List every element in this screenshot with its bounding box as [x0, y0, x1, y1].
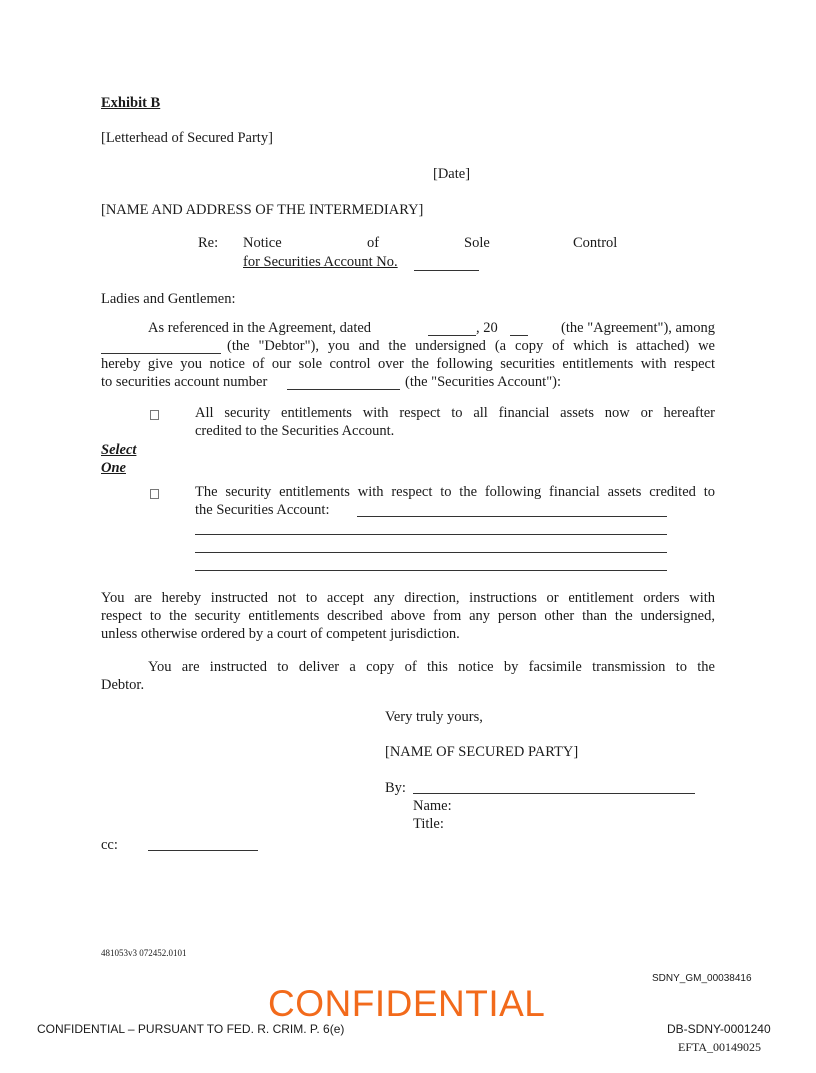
- assets-blank-2: [195, 534, 667, 535]
- select-label: Select: [101, 442, 137, 458]
- date-blank: [428, 335, 476, 336]
- re-account-blank: [414, 270, 479, 271]
- re-label: Re:: [198, 235, 219, 251]
- re-word-sole: Sole: [464, 235, 490, 251]
- one-label: One: [101, 460, 126, 476]
- option1-checkbox[interactable]: [150, 410, 159, 420]
- para3-line2: Debtor.: [101, 677, 145, 693]
- signature-line: [413, 793, 695, 794]
- para2-line2: respect to the security entitlements described above from any person other than the undersigned,: [101, 608, 715, 624]
- letterhead-placeholder: [Letterhead of Secured Party]: [101, 130, 273, 146]
- para1-line1-b: , 20: [476, 320, 498, 336]
- para1-line4-b: (the "Securities Account"):: [405, 374, 561, 390]
- name-label: Name:: [413, 798, 452, 814]
- title-label: Title:: [413, 816, 444, 832]
- assets-blank-4: [195, 570, 667, 571]
- cc-blank: [148, 850, 258, 851]
- para2-line3: unless otherwise ordered by a court of competent jurisdiction.: [101, 626, 460, 642]
- exhibit-title: Exhibit B: [101, 95, 161, 111]
- year-blank: [510, 335, 528, 336]
- option1-line2: credited to the Securities Account.: [195, 423, 395, 439]
- confidential-footer: CONFIDENTIAL – PURSUANT TO FED. R. CRIM. P. 6(e): [37, 1022, 345, 1036]
- confidential-stamp: CONFIDENTIAL: [268, 983, 546, 1024]
- option2-line1: The security entitlements with respect to the following financial assets credited to: [195, 484, 715, 500]
- re-word-control: Control: [573, 235, 618, 251]
- cc-label: cc:: [101, 837, 118, 853]
- re-line-account: for Securities Account No.: [243, 254, 398, 270]
- bates-number-top: SDNY_GM_00038416: [652, 973, 752, 984]
- account-number-blank: [287, 389, 400, 390]
- para3-line1: You are instructed to deliver a copy of this notice by facsimile transmission to the: [148, 659, 715, 675]
- option2-line2: the Securities Account:: [195, 502, 330, 518]
- para2-line1: You are hereby instructed not to accept any direction, instructions or entitlement orders with: [101, 590, 715, 606]
- closing: Very truly yours,: [385, 709, 483, 725]
- para1-line1-c: (the "Agreement"), among: [561, 320, 715, 336]
- assets-blank-1: [357, 516, 667, 517]
- by-label: By:: [385, 780, 406, 796]
- option1-line1: All security entitlements with respect to all financial assets now or hereafter: [195, 405, 715, 421]
- re-word-notice: Notice: [243, 235, 282, 251]
- option2-checkbox[interactable]: [150, 489, 159, 499]
- para1-line4-a: to securities account number: [101, 374, 268, 390]
- bates-number-db: DB-SDNY-0001240: [667, 1022, 771, 1036]
- para1-line3: hereby give you notice of our sole control over the following securities entitlements with respect: [101, 356, 715, 372]
- intermediary-placeholder: [NAME AND ADDRESS OF THE INTERMEDIARY]: [101, 202, 424, 218]
- secured-party-placeholder: [NAME OF SECURED PARTY]: [385, 744, 579, 760]
- debtor-blank: [101, 353, 221, 354]
- efta-number: EFTA_00149025: [678, 1040, 762, 1054]
- re-word-of: of: [367, 235, 380, 251]
- para1-line1-a: As referenced in the Agreement, dated: [148, 320, 372, 336]
- assets-blank-3: [195, 552, 667, 553]
- para1-line2: (the "Debtor"), you and the undersigned (a copy of which is attached) we: [227, 338, 715, 354]
- document-id: 481053v3 072452.0101: [101, 948, 187, 958]
- salutation: Ladies and Gentlemen:: [101, 291, 236, 307]
- date-placeholder: [Date]: [433, 166, 471, 182]
